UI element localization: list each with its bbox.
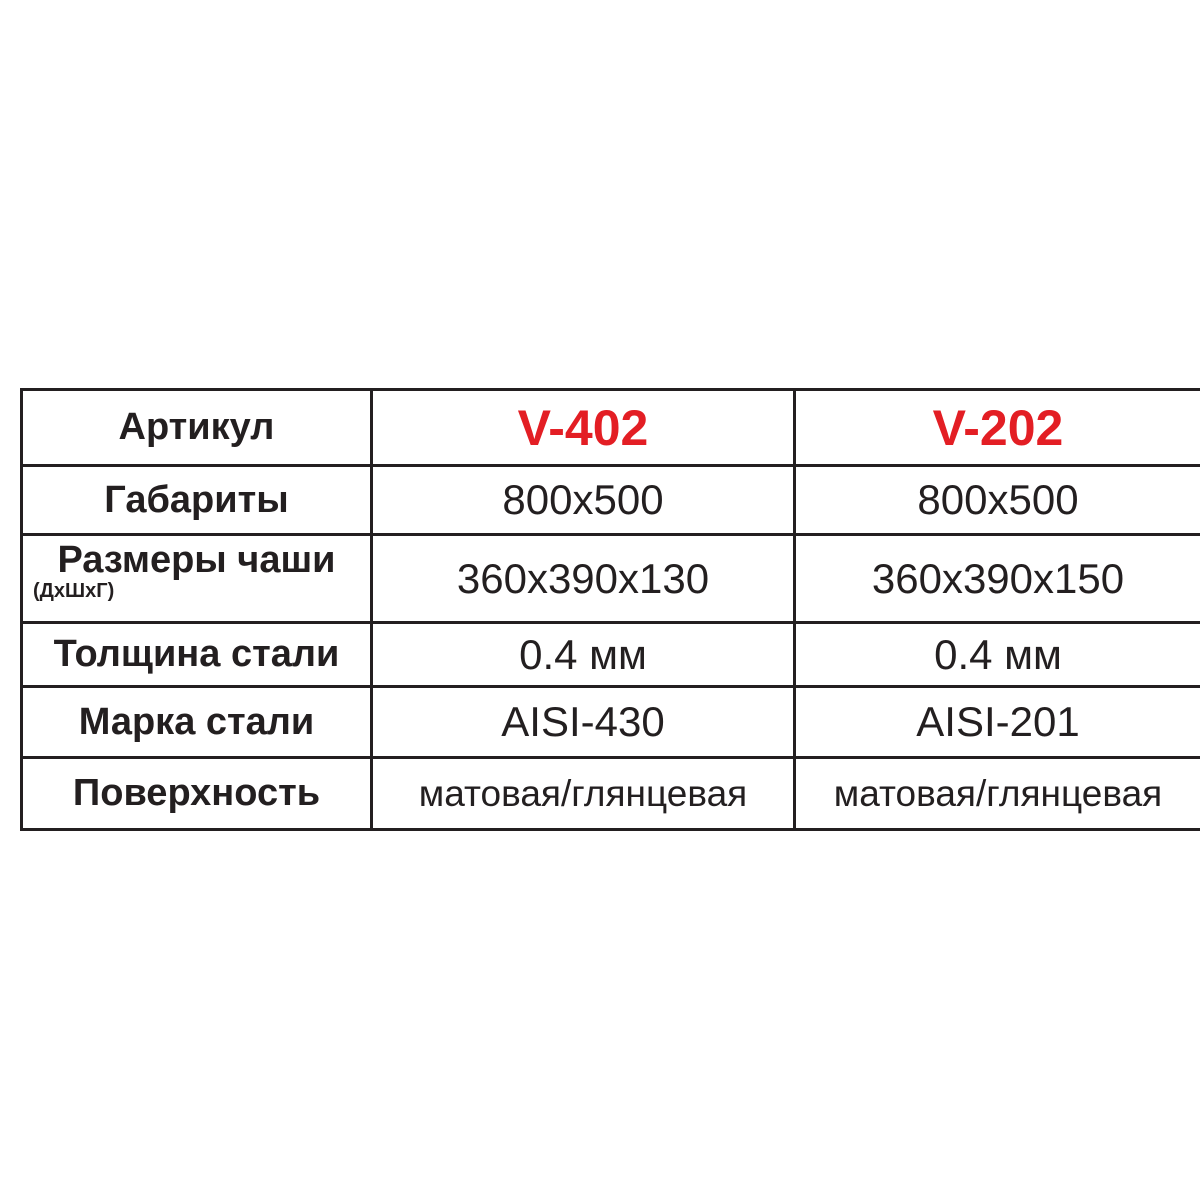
- bowl-size-sublabel: (ДхШхГ): [33, 580, 115, 602]
- model-v202: V-202: [795, 390, 1200, 466]
- steel-grade-value-v402: AISI-430: [372, 687, 795, 758]
- dimensions-label: Габариты: [22, 466, 372, 535]
- steel-thickness-value-v202: 0.4 мм: [795, 623, 1200, 687]
- table-row-article: [22, 390, 1200, 466]
- bowl-size-value-v202: 360x390x150: [795, 535, 1200, 623]
- surface-value-v402: матовая/глянцевая: [372, 758, 795, 830]
- surface-value-v202: матовая/глянцевая: [795, 758, 1200, 830]
- steel-grade-label: Марка стали: [22, 687, 372, 758]
- dimensions-value-v202: 800x500: [795, 466, 1200, 535]
- bowl-size-value-v402: 360x390x130: [372, 535, 795, 623]
- model-v402: V-402: [372, 390, 795, 466]
- table-row-bowl-size: [22, 535, 1200, 623]
- table-row-dimensions: [22, 466, 1200, 535]
- surface-label: Поверхность: [22, 758, 372, 830]
- table-row-steel-grade: [22, 687, 1200, 758]
- steel-grade-value-v202: AISI-201: [795, 687, 1200, 758]
- article-label: Артикул: [22, 390, 372, 466]
- dimensions-value-v402: 800x500: [372, 466, 795, 535]
- table-row-steel-thickness: [22, 623, 1200, 687]
- bowl-size-label-cell: [22, 535, 372, 623]
- steel-thickness-label: Толщина стали: [22, 623, 372, 687]
- spec-table: [20, 388, 1200, 831]
- table-row-surface: [22, 758, 1200, 830]
- steel-thickness-value-v402: 0.4 мм: [372, 623, 795, 687]
- bowl-size-label: Размеры чаши: [57, 539, 336, 581]
